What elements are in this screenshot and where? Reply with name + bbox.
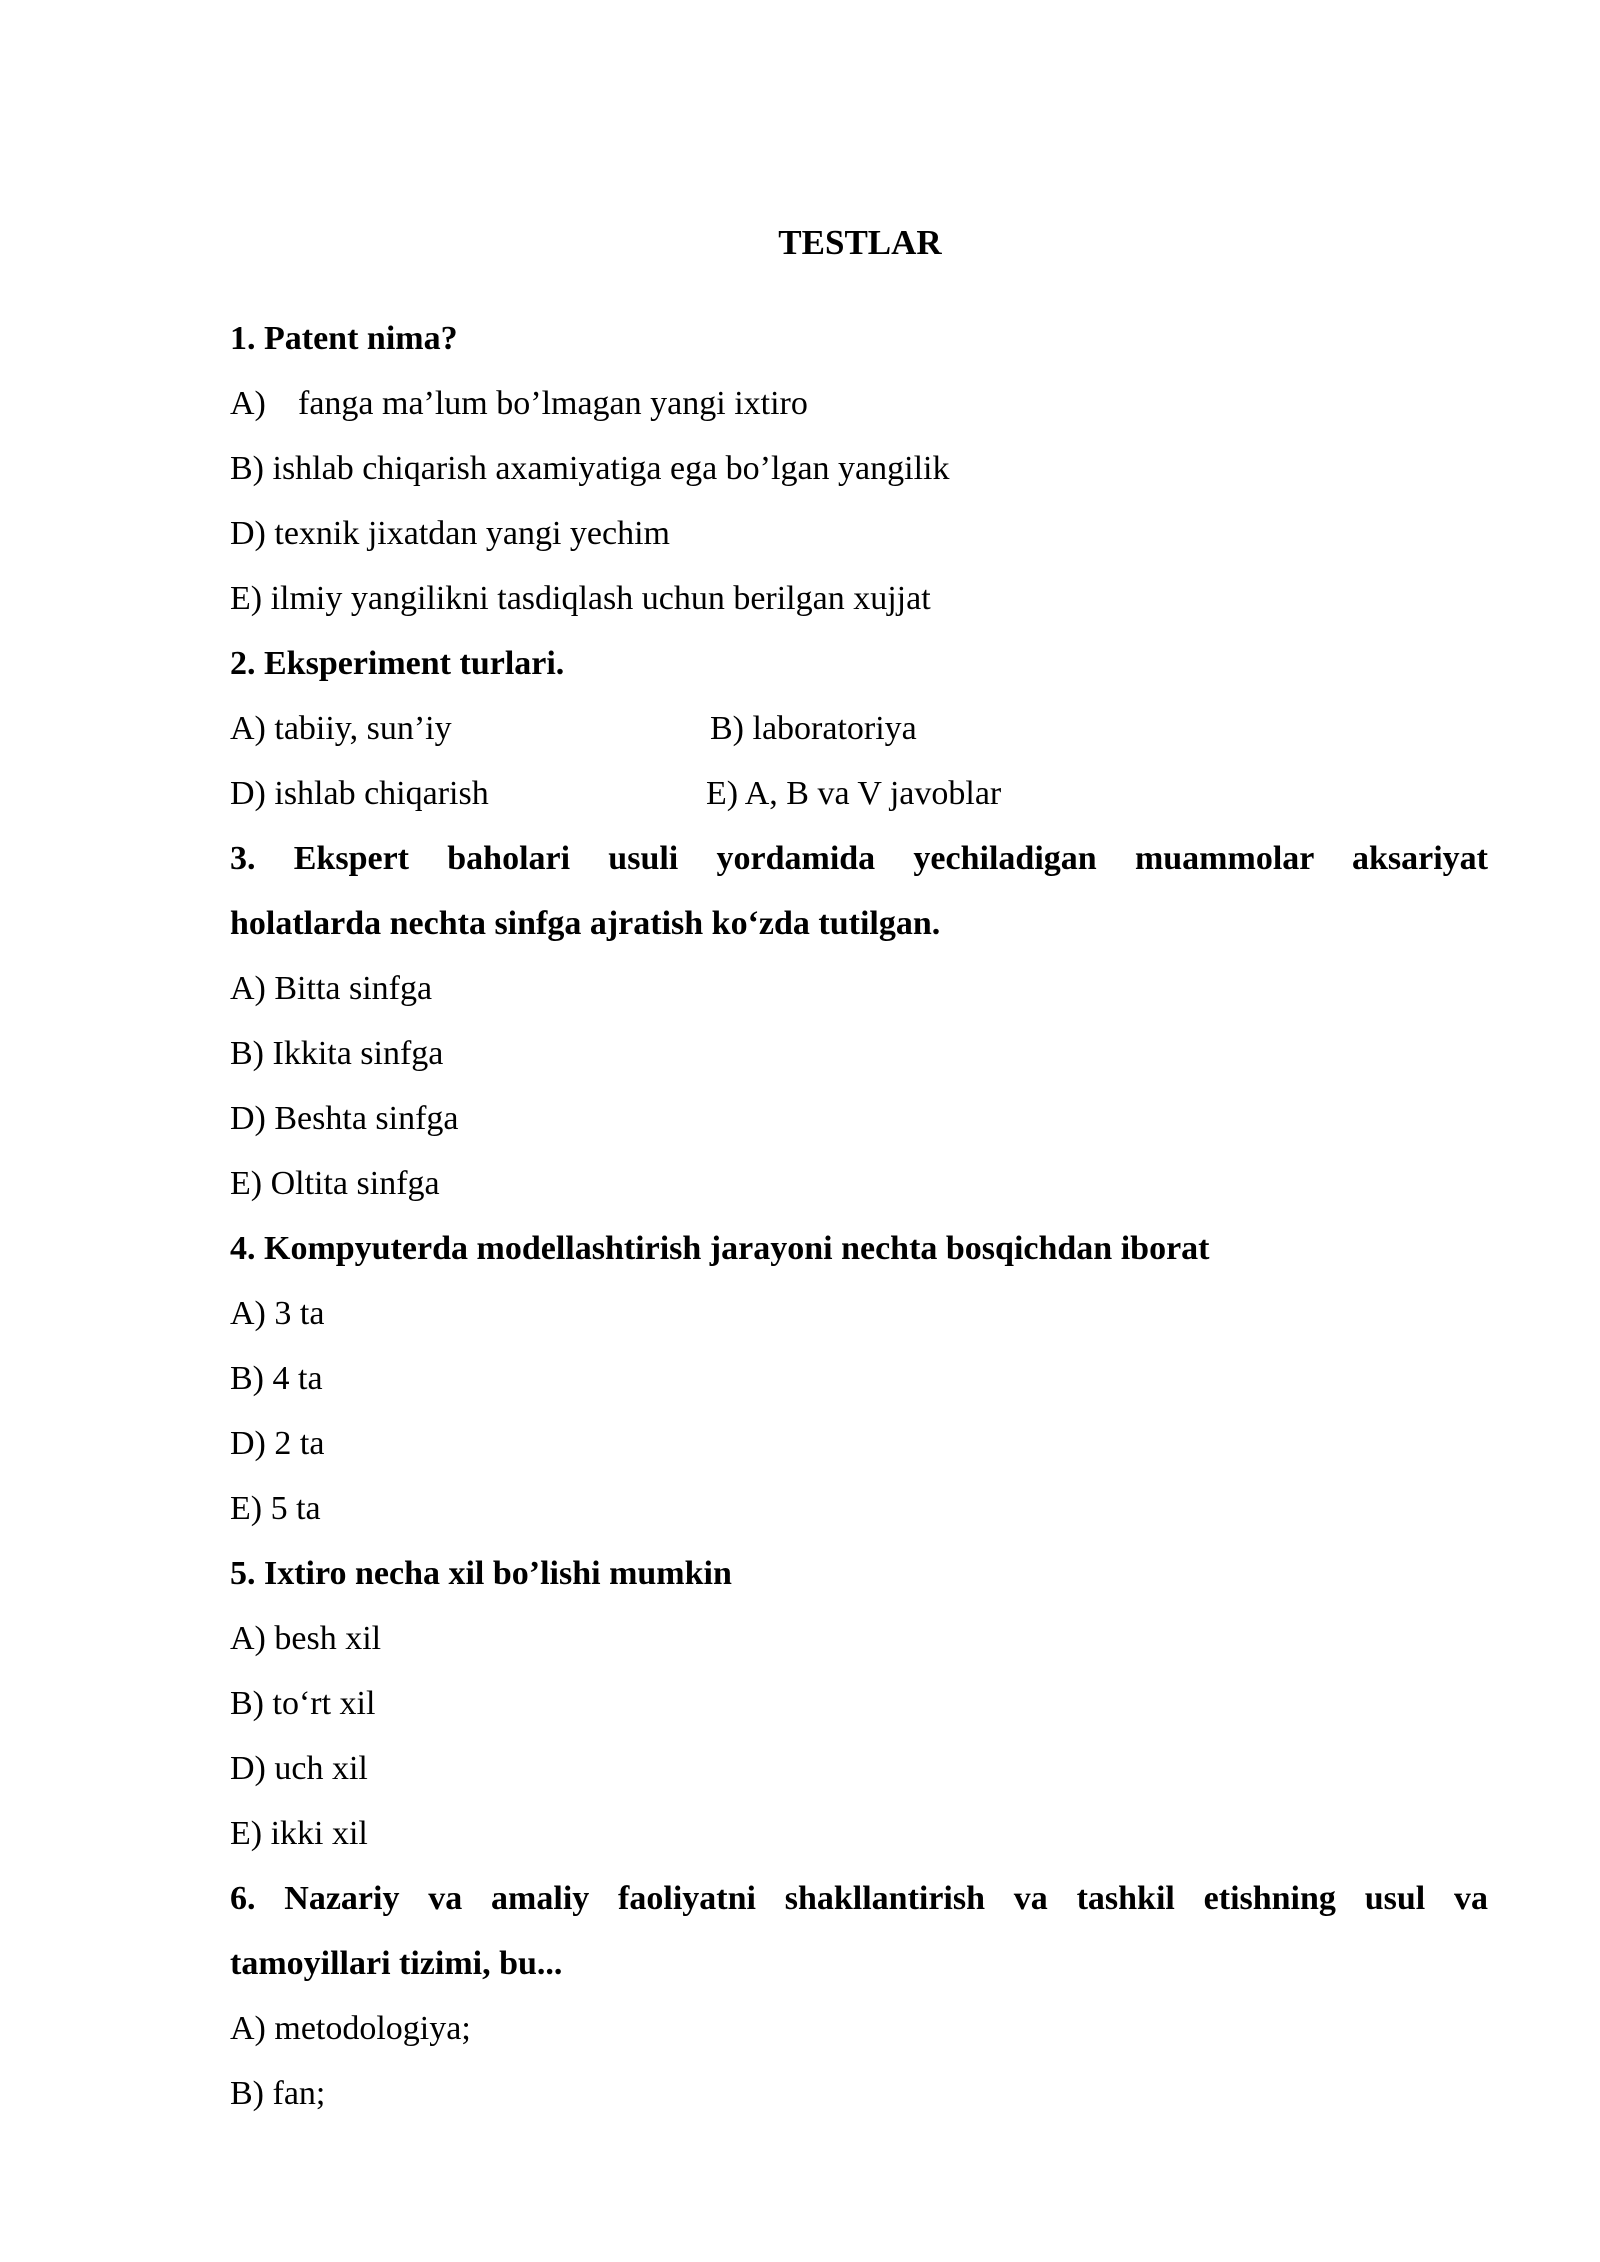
question-5: 5. Ixtiro necha xil bo’lishi mumkin bbox=[230, 1555, 732, 1592]
q2-option-e: E) A, B va V javoblar bbox=[706, 775, 1002, 812]
q4-option-b: B) 4 ta bbox=[230, 1360, 323, 1397]
q1-option-b: B) ishlab chiqarish axamiyatiga ega bo’lgan yangilik bbox=[230, 450, 950, 487]
question-3-line-2: holatlarda nechta sinfga ajratish ko‘zda tutilgan. bbox=[230, 905, 941, 942]
q3-option-b: B) Ikkita sinfga bbox=[230, 1035, 444, 1072]
q4-option-a: A) 3 ta bbox=[230, 1295, 325, 1332]
page-title: TESTLAR bbox=[778, 223, 942, 262]
q4-option-d: D) 2 ta bbox=[230, 1425, 325, 1462]
q3-option-e: E) Oltita sinfga bbox=[230, 1165, 440, 1202]
q3-option-a: A) Bitta sinfga bbox=[230, 970, 433, 1007]
q5-option-e: E) ikki xil bbox=[230, 1815, 368, 1852]
q3-option-d: D) Beshta sinfga bbox=[230, 1100, 459, 1137]
q1-option-a-text: fanga ma’lum bo’lmagan yangi ixtiro bbox=[298, 385, 808, 422]
q5-option-a: A) besh xil bbox=[230, 1620, 382, 1657]
question-4: 4. Kompyuterda modellashtirish jarayoni nechta bosqichdan iborat bbox=[230, 1230, 1210, 1267]
q2-option-a: A) tabiiy, sun’iy bbox=[230, 710, 452, 747]
q2-options-row-2 bbox=[230, 772, 1488, 816]
question-1: 1. Patent nima? bbox=[230, 320, 458, 357]
question-6-number: 6 bbox=[230, 1880, 247, 1917]
q1-option-d: D) texnik jixatdan yangi yechim bbox=[230, 515, 670, 552]
q6-option-a: A) metodologiya; bbox=[230, 2010, 471, 2047]
q2-option-b: B) laboratoriya bbox=[710, 710, 917, 747]
q5-option-d: D) uch xil bbox=[230, 1750, 368, 1787]
q1-option-a bbox=[230, 382, 1488, 426]
q2-options-row-1 bbox=[230, 707, 1488, 751]
question-3-line-1: 3. Ekspert baholari usuli yordamida yechiladigan muammolar aksariyat bbox=[230, 840, 1488, 877]
q6-option-b: B) fan; bbox=[230, 2075, 326, 2112]
q1-option-a-label: A) bbox=[230, 385, 266, 422]
q5-option-b: B) to‘rt xil bbox=[230, 1685, 376, 1722]
question-6-text: . Nazariy va amaliy faoliyatni shakllantirish va tashkil etishning usul va bbox=[247, 1880, 1488, 1917]
q1-option-e: E) ilmiy yangilikni tasdiqlash uchun berilgan xujjat bbox=[230, 580, 931, 617]
question-6-line-2: tamoyillari tizimi, bu... bbox=[230, 1945, 563, 1982]
q4-option-e: E) 5 ta bbox=[230, 1490, 321, 1527]
q2-option-d: D) ishlab chiqarish bbox=[230, 775, 489, 812]
question-2: 2. Eksperiment turlari. bbox=[230, 645, 565, 682]
question-6-line-1 bbox=[230, 1877, 1488, 1921]
